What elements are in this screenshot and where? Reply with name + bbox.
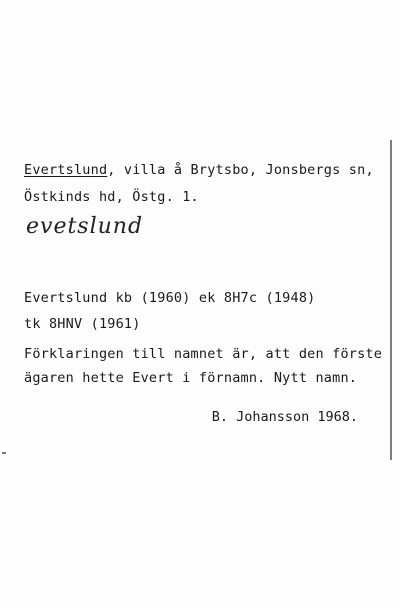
- location-text: , villa å Brytsbo, Jonsbergs sn,: [107, 162, 374, 178]
- explanation-line-1: Förklaringen till namnet är, att den förste: [24, 346, 383, 362]
- card-edge-mark: [390, 140, 392, 460]
- phonetic-transcription: evetslund: [26, 214, 144, 239]
- reference-line-1: Evertslund kb (1960) ek 8H7c (1948): [24, 290, 316, 306]
- reference-line-2: tk 8HNV (1961): [24, 316, 141, 332]
- explanation-line-2: ägaren hette Evert i förnamn. Nytt namn.: [24, 370, 358, 386]
- entry-line-2: Östkinds hd, Östg. 1.: [24, 189, 199, 205]
- signature: B. Johansson 1968.: [211, 409, 358, 425]
- entry-line-1: [24, 162, 374, 178]
- punch-mark: [2, 452, 6, 454]
- headword: Evertslund: [24, 162, 108, 178]
